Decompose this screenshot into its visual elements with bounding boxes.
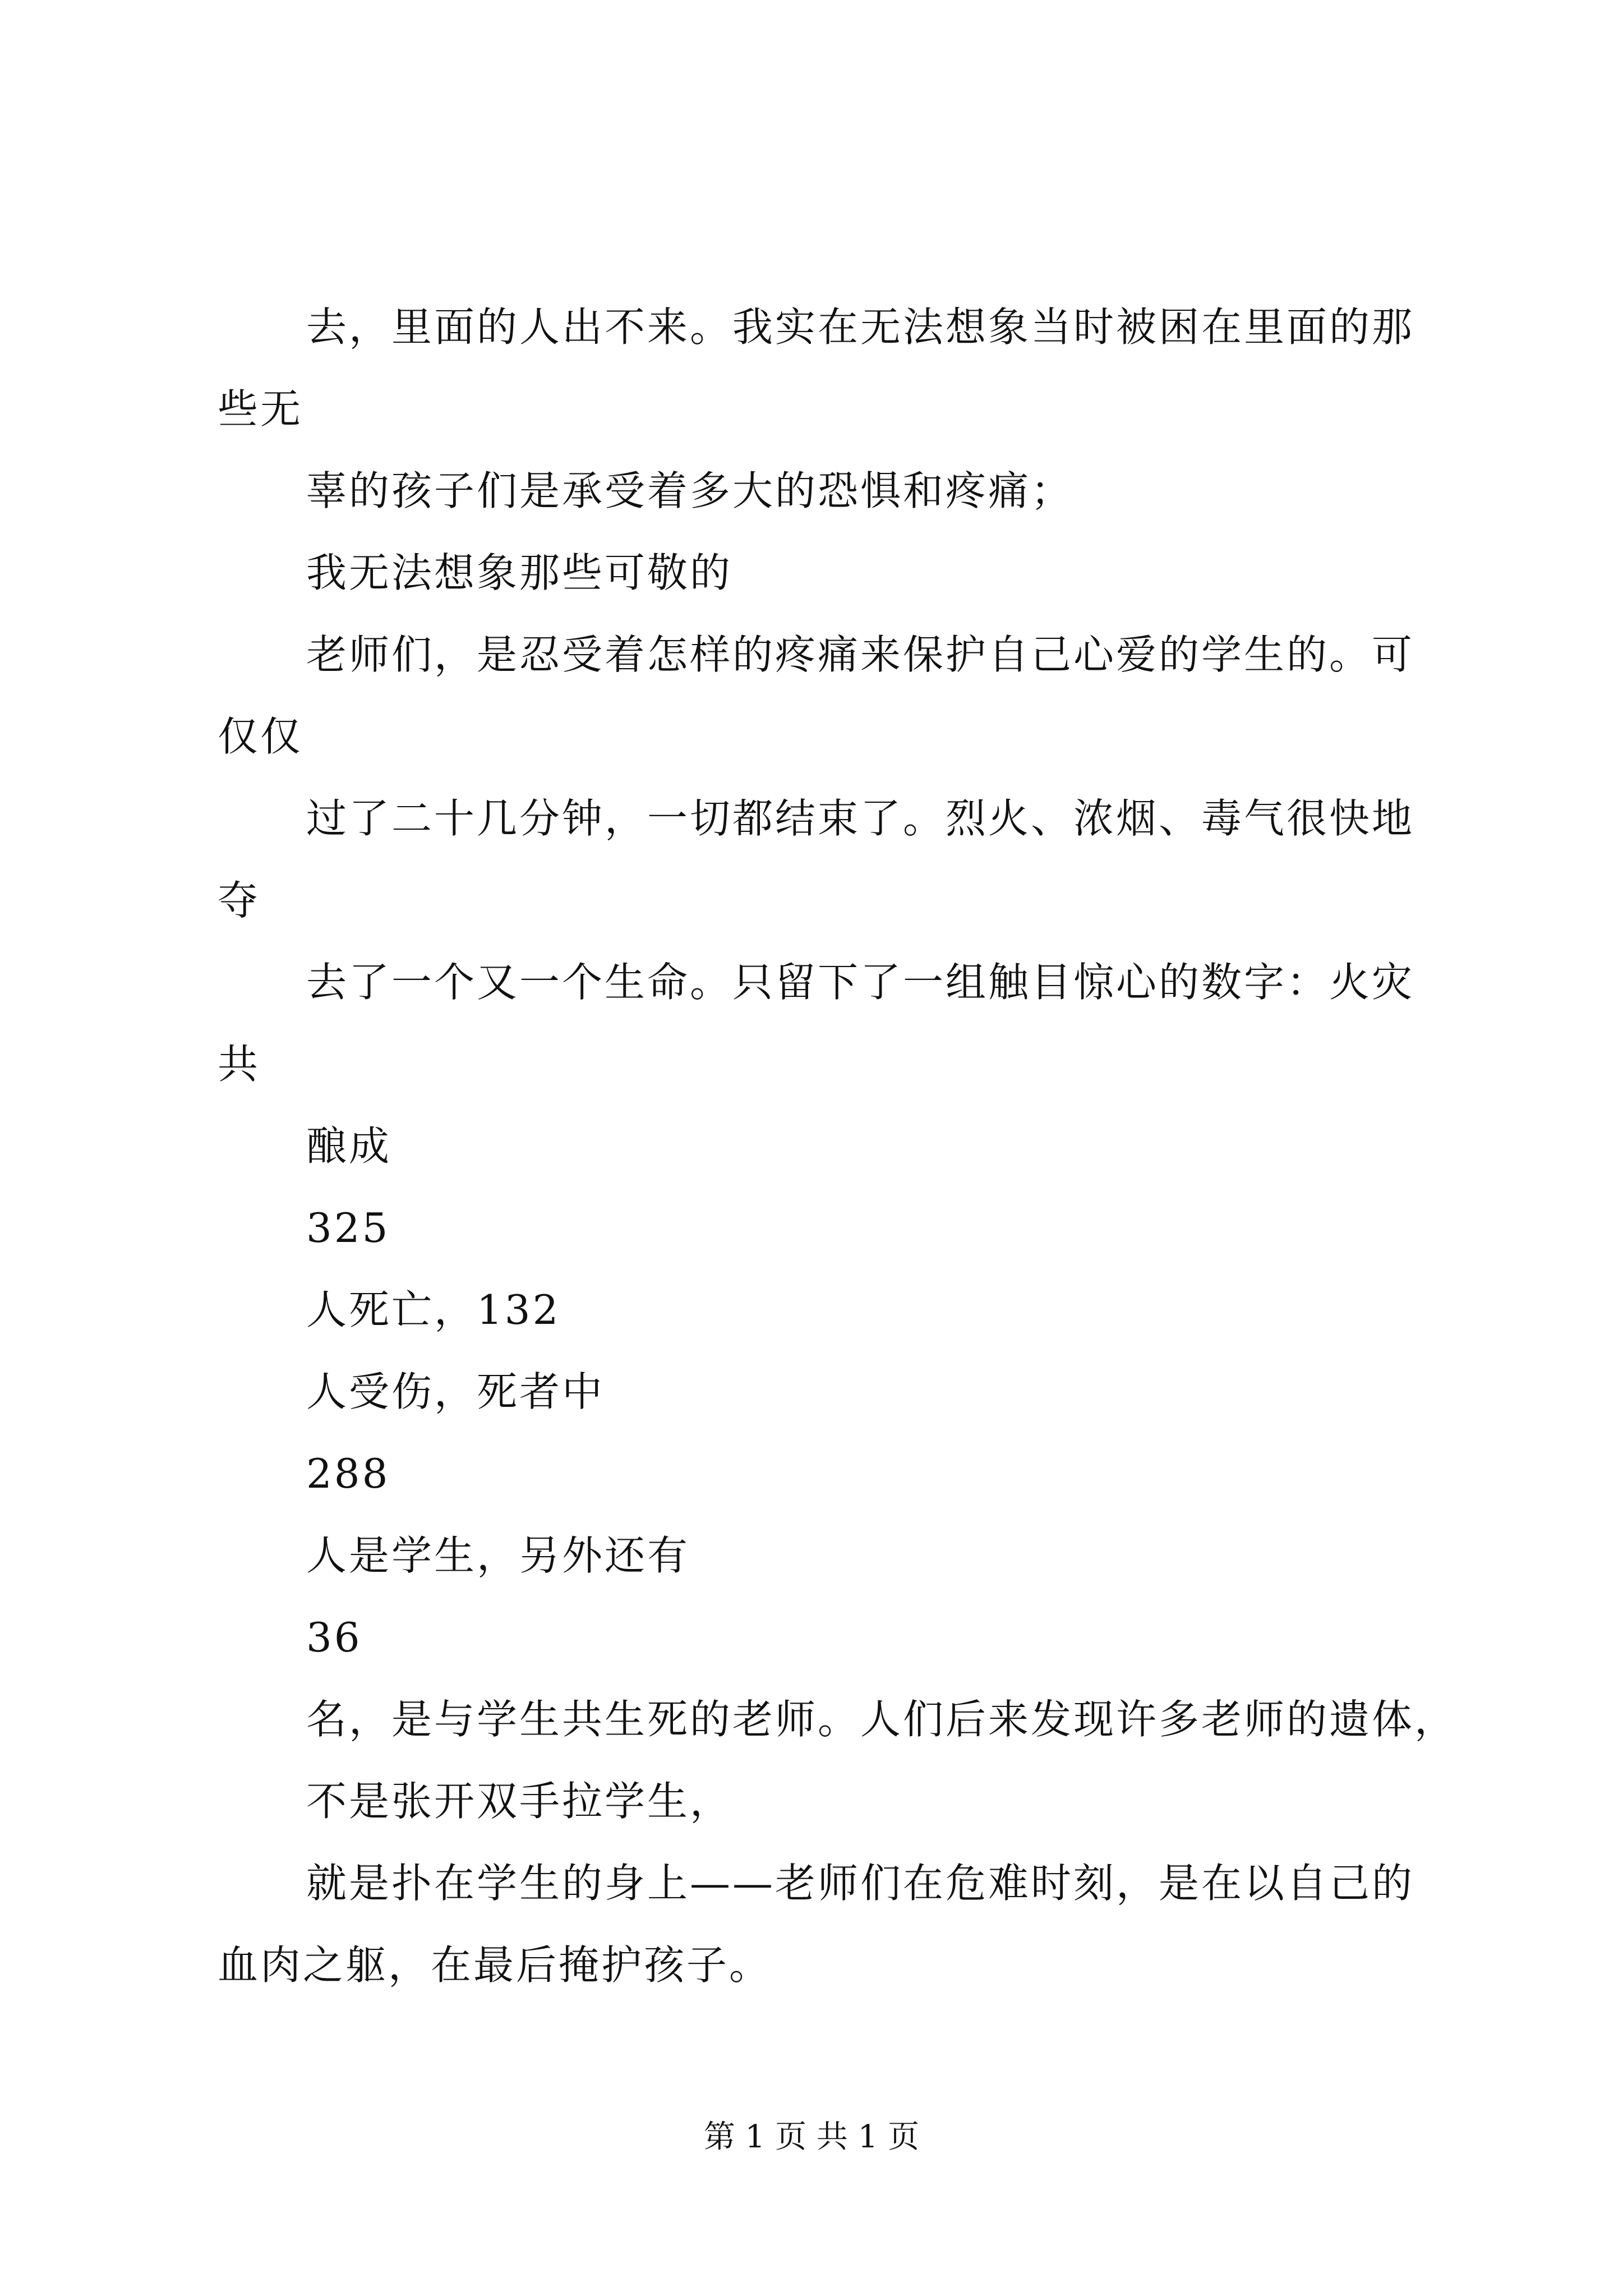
- text-line: 去了一个又一个生命。只留下了一组触目惊心的数字：火灾: [306, 959, 1415, 1006]
- text-line: 过了二十几分钟，一切都结束了。烈火、浓烟、毒气很快地: [306, 795, 1415, 842]
- text-line: 325: [306, 1204, 390, 1251]
- text-line: 酿成: [306, 1122, 392, 1170]
- text-line: 人是学生，另外还有: [306, 1532, 690, 1579]
- page-number-label: 第 1 页 共 1 页: [703, 2119, 920, 2155]
- text-line: 我无法想象那些可敬的: [306, 549, 733, 596]
- text-line: 血肉之躯，在最后掩护孩子。: [218, 1941, 772, 1989]
- text-line: 仅仅: [218, 713, 303, 760]
- page-footer: [0, 2115, 1623, 2160]
- text-line: 36: [306, 1614, 362, 1661]
- text-line: 人死亡，132: [306, 1286, 561, 1333]
- text-line: 不是张开双手拉学生，: [306, 1778, 733, 1825]
- text-line: 288: [306, 1450, 390, 1497]
- text-line: 辜的孩子们是承受着多大的恐惧和疼痛；: [306, 467, 1074, 514]
- document-body: [218, 286, 1458, 2006]
- text-line: 人受伤，死者中: [306, 1368, 605, 1415]
- text-line: 名，是与学生共生死的老师。人们后来发现许多老师的遗体，: [306, 1696, 1458, 1743]
- text-line: 些无: [218, 385, 303, 432]
- text-line: 就是扑在学生的身上——老师们在危难时刻，是在以自己的: [306, 1860, 1415, 1907]
- text-line: 去，里面的人出不来。我实在无法想象当时被困在里面的那: [306, 303, 1415, 351]
- text-line: 共: [218, 1041, 261, 1088]
- text-line: 夺: [218, 877, 261, 924]
- text-line: 老师们，是忍受着怎样的疼痛来保护自己心爱的学生的。可: [306, 631, 1415, 678]
